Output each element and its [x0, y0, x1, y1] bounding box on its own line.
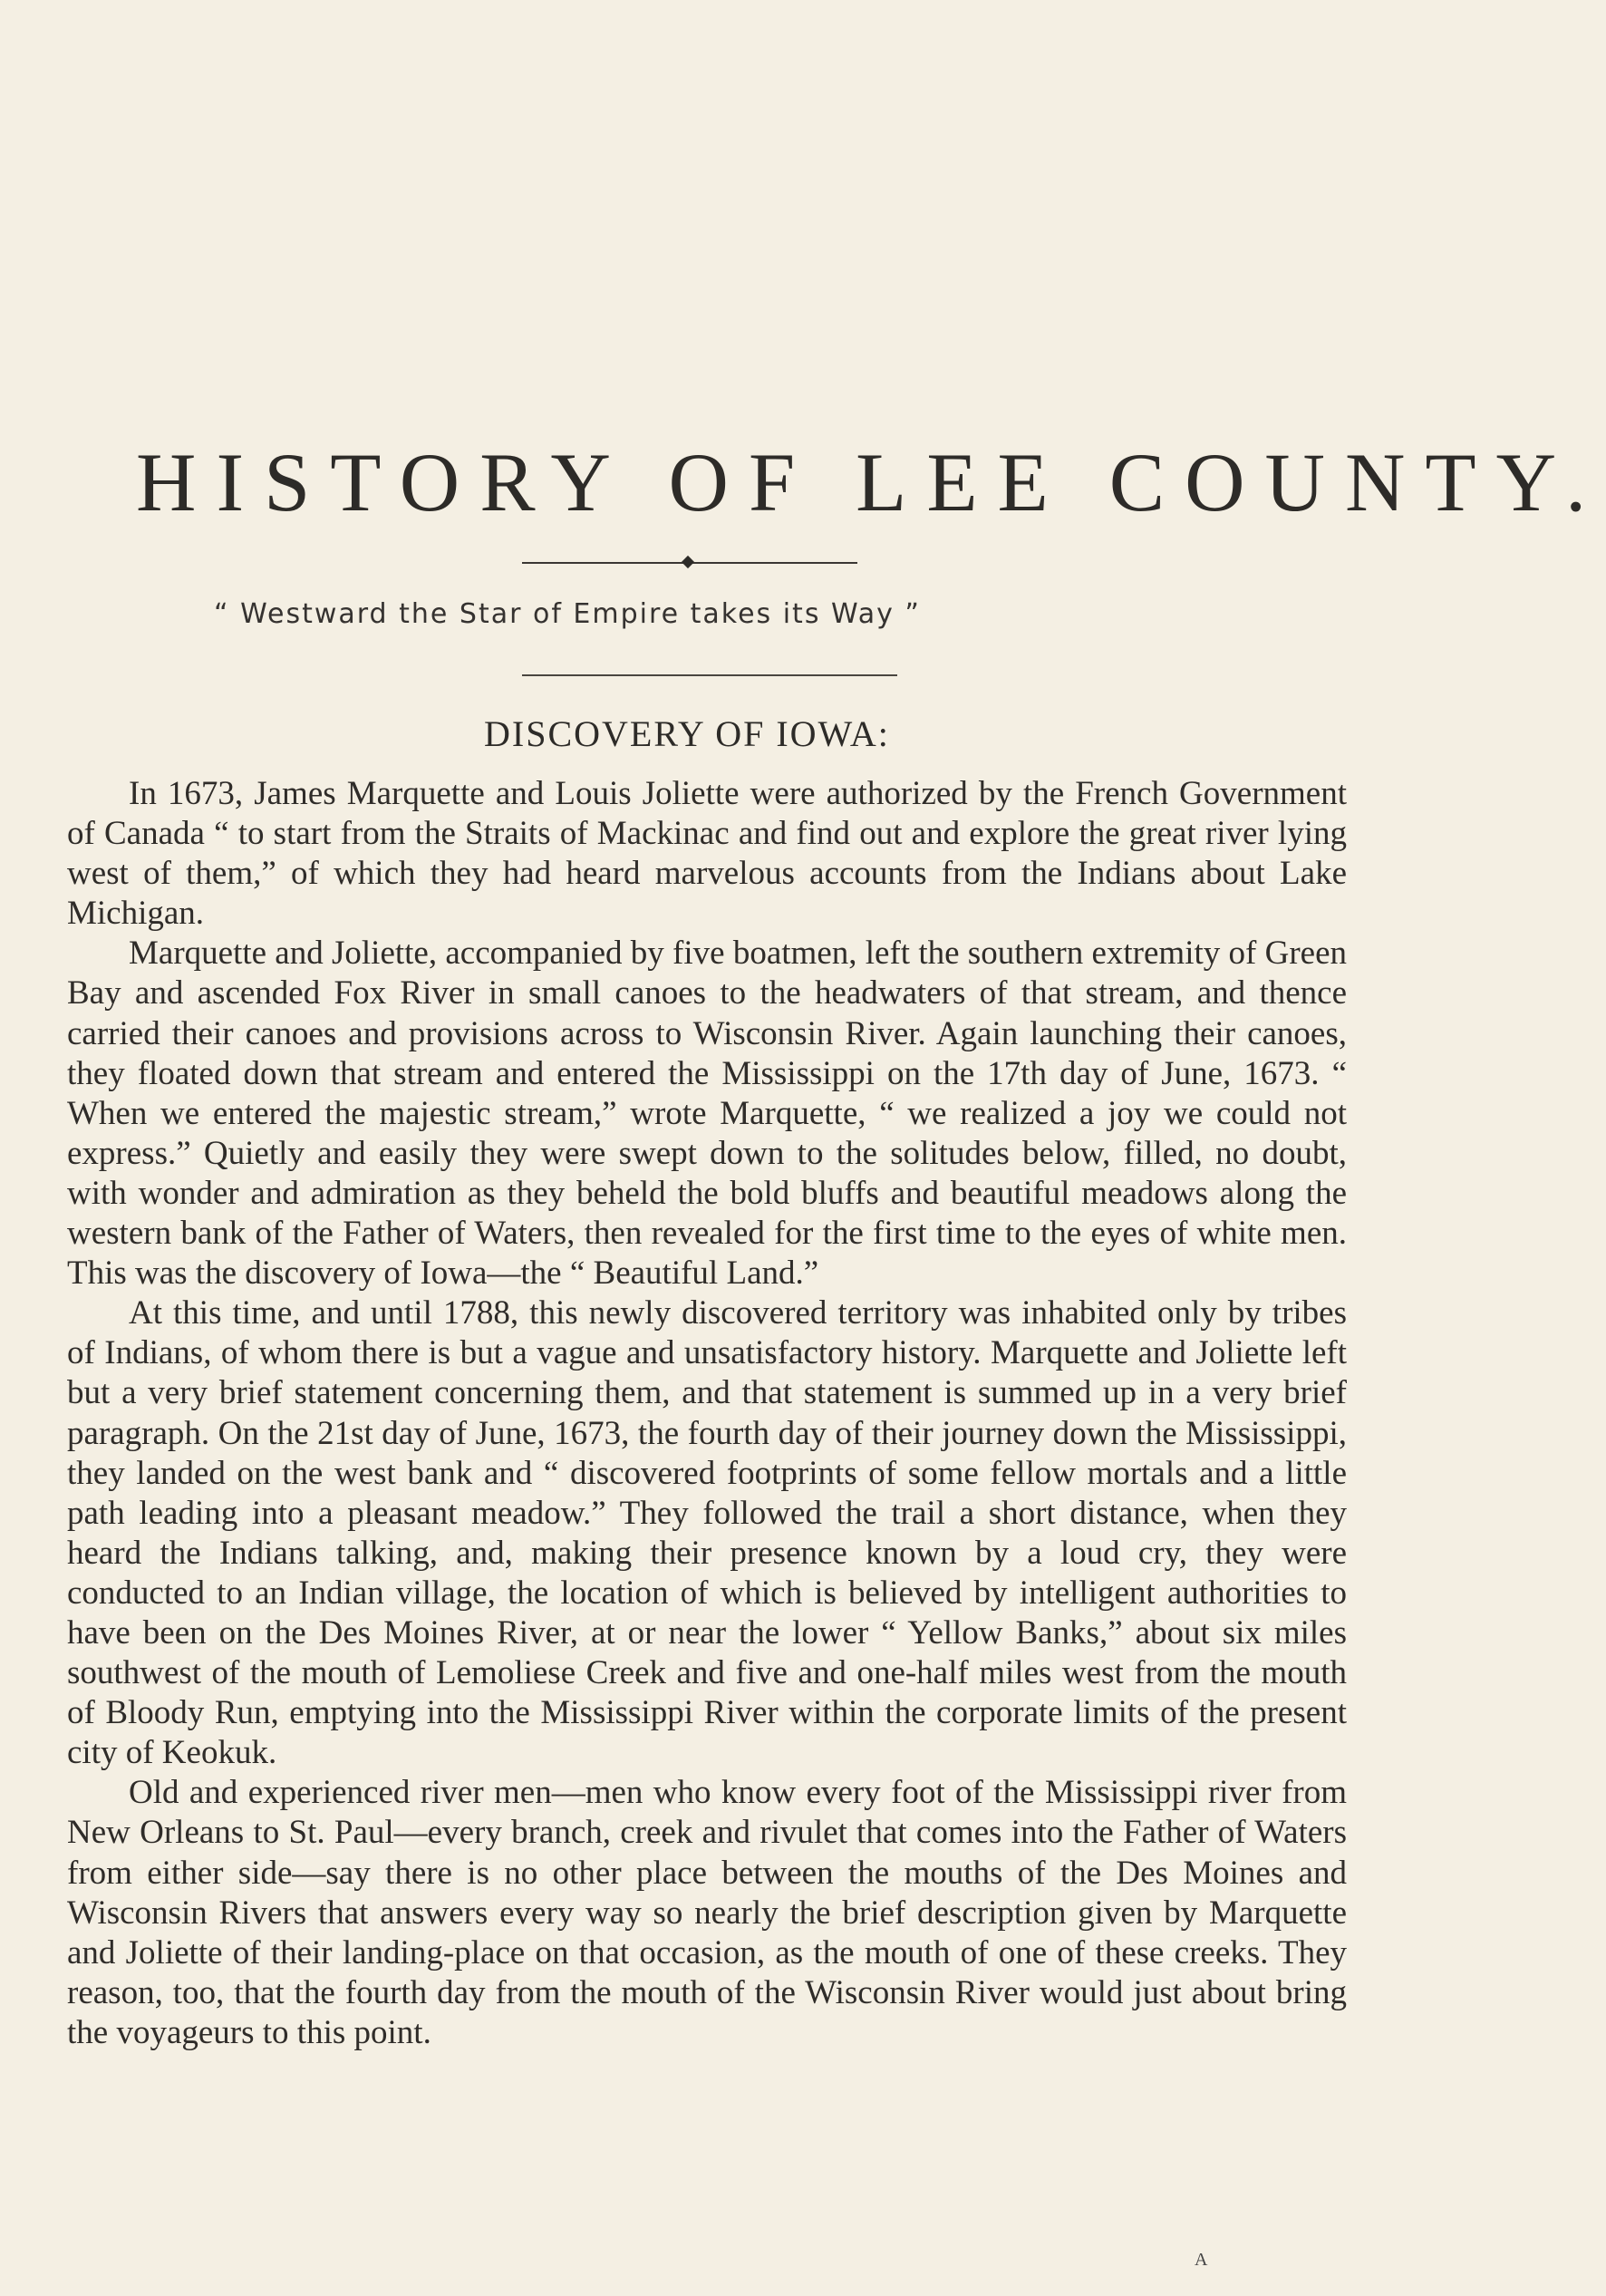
paragraph: Marquette and Joliette, accompanied by five boatmen, left the southern extremity of Green Bay and ascended Fox River in small canoes to the headwaters of that stream, and thence carried their canoes and provisions across to Wisconsin River. Again launching their canoes, they floated down that stream and entered the Mississippi on the 17th day of June, 1673. “ When we entered the majestic stream,” wrote Marquette, “ we realized a joy we could not express.” Quietly and easily they were swept down to the solitudes below, filled, no doubt, with wonder and admiration as they beheld the bold bluffs and beautiful meadows along the western bank of the Father of Waters, then revealed for the first time to the eyes of white men. This was the discovery of Iowa—the “ Beautiful Land.”	[67, 935, 1347, 1293]
paragraph: Old and experienced river men—men who know every foot of the Mississippi river from New Orleans to St. Paul—every branch, creek and rivulet that comes into the Father of Waters from either side—say there is no other place between the mouths of the Des Moines and Wisconsin Rivers that answers every way so nearly the brief description given by Marquette and Joliette of their landing-place on that occasion, as the mouth of one of these creeks. They reason, too, that the fourth day from the mouth of the Wisconsin River would just about bring the voyageurs to this point.	[67, 1774, 1347, 2051]
ornamental-divider	[522, 556, 857, 570]
paragraph: In 1673, James Marquette and Louis Joliette were authorized by the French Government of Canada “ to start from the Straits of Mackinac and find out and explore the great river lying west of them,” of which they had heard marvelous accounts from the Indians about Lake Michigan.	[67, 775, 1347, 933]
page-title: HISTORY OF LEE COUNTY.	[136, 436, 1606, 528]
signature-mark: A	[1195, 2250, 1208, 2270]
section-divider	[522, 674, 897, 676]
diamond-ornament-icon	[682, 556, 694, 568]
paragraph: At this time, and until 1788, this newly discovered territory was inhabited only by tribes of Indians, of whom there is but a vague and unsatisfactory history. Marquette and Joliette left but a very brief statement concerning them, and that statement is summed up in a very brief paragraph. On the 21st day of June, 1673, the fourth day of their journey down the Mississippi, they landed on the west bank and “ discovered footprints of some fellow mortals and a little path leading into a pleasant meadow.” They followed the trail a short distance, when they heard the Indians talking, and, making their presence known by a loud cry, they were conducted to an Indian village, the location of which is believed by intelligent authorities to have been on the Des Moines River, at or near the lower “ Yellow Banks,” about six miles southwest of the mouth of Lemoliese Creek and five and one-half miles west from the mouth of Bloody Run, emptying into the Mississippi River within the corporate limits of the present city of Keokuk.	[67, 1294, 1347, 1772]
body-text	[67, 774, 1347, 2053]
epigraph: “ Westward the Star of Empire takes its Way ”	[214, 598, 921, 630]
section-heading: DISCOVERY OF IOWA:	[484, 713, 890, 754]
